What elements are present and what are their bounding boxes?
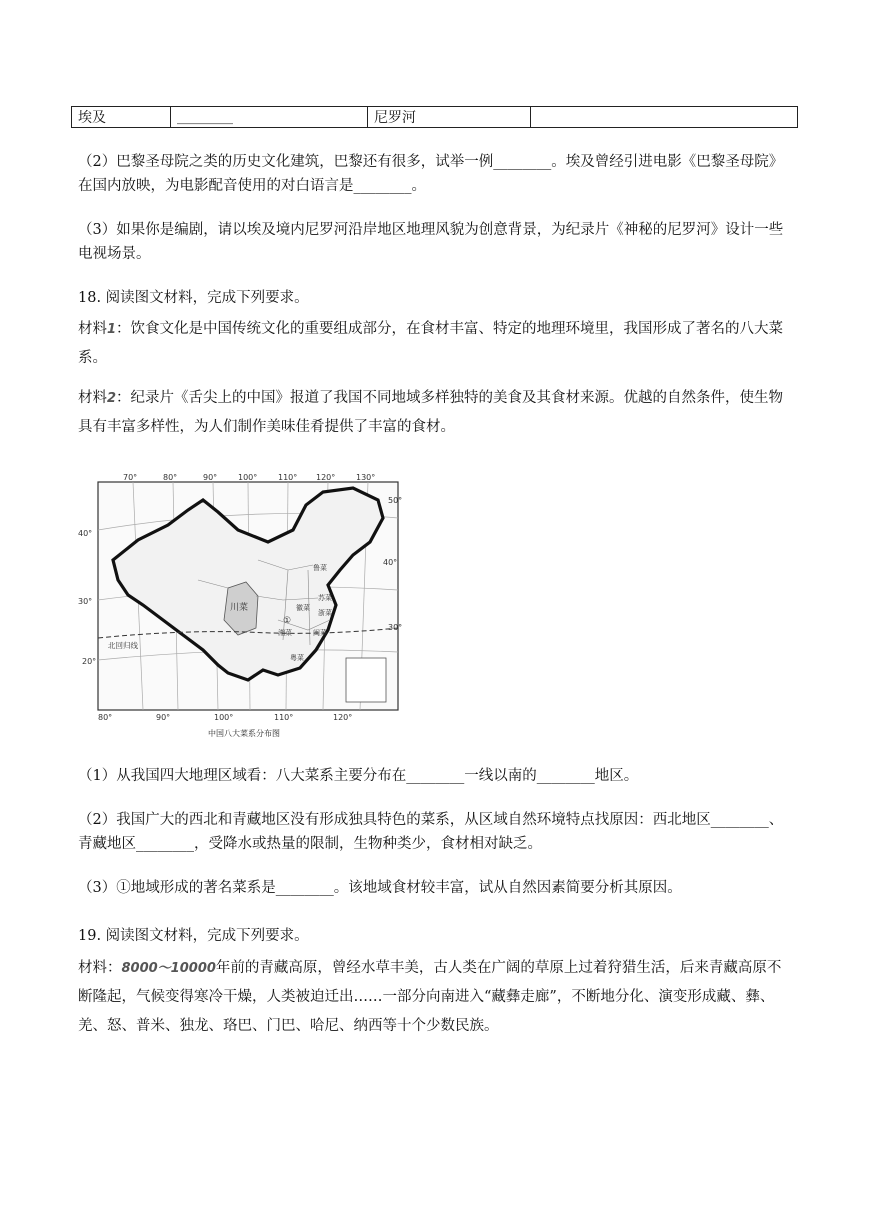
region-marker: ① [283,616,292,626]
material-label: 材料 [78,321,107,337]
question-18-material-2 [78,384,790,442]
table-cell: 埃及 [72,107,171,128]
country-table [71,106,798,128]
cuisine-label-sichuan: 川菜 [230,603,249,613]
material-number: 1 [107,322,117,337]
material-number: 2 [107,391,117,406]
question-18-material-1 [78,315,790,373]
lon-label: 120° [316,473,336,482]
lat-label: 20° [82,657,97,666]
lon-label: 100° [214,713,234,722]
lon-label: 90° [156,713,171,722]
lat-label: 30° [78,597,93,606]
material-label: 材料 [78,390,107,406]
table-cell: ________ [171,107,368,128]
map-caption: 中国八大菜系分布图 [208,729,280,738]
lat-label: 40° [78,529,93,538]
lon-label: 70° [123,473,138,482]
cuisine-label: 闽菜 [313,629,327,637]
south-sea-inset [346,658,386,702]
cuisine-label: 湘菜 [278,629,292,637]
cuisine-label: 鲁菜 [313,564,327,572]
material-label: 材料： [78,960,122,976]
lon-label: 80° [163,473,178,482]
cuisine-label: 苏菜 [318,594,332,602]
lat-label: 30° [388,623,403,632]
lat-label: 50° [388,496,403,505]
question-17-2: （2）巴黎圣母院之类的历史文化建筑，巴黎还有很多，试举一例________。埃及曾经引进电影《巴黎圣母院》在国内放映，为电影配音使用的对白语言是________。 [78,154,784,194]
china-cuisine-map [78,470,418,742]
material-text: ：纪录片《舌尖上的中国》报道了我国不同地域多样独特的美食及其食材来源。优越的自然条件，使生物具有丰富多样性，为人们制作美味佳肴提供了丰富的食材。 [78,390,784,435]
question-17-3: （3）如果你是编剧，请以埃及境内尼罗河沿岸地区地理风貌为创意背景，为纪录片《神秘的尼罗河》设计一些电视场景。 [78,222,784,262]
question-18-3: （3）①地域形成的著名菜系是________。该地域食材较丰富，试从自然因素简要分析其原因。 [78,880,682,896]
question-19-title: 19. 阅读图文材料，完成下列要求。 [78,928,309,944]
cuisine-label: 徽菜 [296,604,310,612]
year-range: 8000～10000 [121,961,216,976]
cuisine-label: 粤菜 [290,654,304,662]
lon-label: 110° [274,713,294,722]
material-text: ：饮食文化是中国传统文化的重要组成部分，在食材丰富、特定的地理环境里，我国形成了著名的八大菜系。 [78,321,784,366]
lon-label: 120° [333,713,353,722]
table-cell: 尼罗河 [368,107,531,128]
tropic-label: 北回归线 [108,641,138,650]
question-18-title: 18. 阅读图文材料，完成下列要求。 [78,290,309,306]
lon-label: 110° [278,473,298,482]
question-18-2: （2）我国广大的西北和青藏地区没有形成独具特色的菜系，从区域自然环境特点找原因：西北地区________、青藏地区________，受降水或热量的限制，生物种类少，食材相对缺乏。 [78,812,784,852]
lon-label: 100° [238,473,258,482]
lat-label: 40° [383,558,398,567]
lon-label: 80° [98,713,113,722]
table-row [72,107,798,128]
lon-label: 130° [356,473,376,482]
cuisine-label: 浙菜 [318,609,332,617]
map-figure [78,470,418,742]
table-cell [531,107,798,128]
material-text: 年前的青藏高原，曾经水草丰美，古人类在广阔的草原上过着狩猎生活，后来青藏高原不断隆起，气候变得寒冷干燥，人类被迫迁出……一部分向南进入“藏彝走廊”，不断地分化、演变形成藏、彝、羌、怒、普米、独龙、珞巴、门巴、哈尼、纳西等十个少数民族。 [78,960,782,1034]
question-18-1: （1）从我国四大地理区域看：八大菜系主要分布在________一线以南的________地区。 [78,768,639,784]
question-19-material [78,954,790,1041]
lon-label: 90° [203,473,218,482]
